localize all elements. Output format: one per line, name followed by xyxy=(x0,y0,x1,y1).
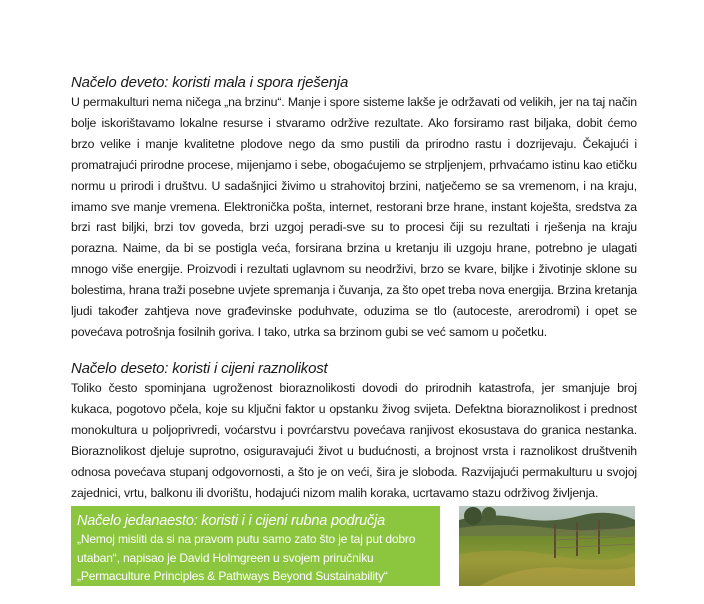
principle-ten-body: Toliko često spominjana ugroženost bioraznolikosti dovodi do prirodnih katastrofa, jer smanjuje broj kukaca, pogotovo pčela, koje su ključni faktor u opstanku živog svijeta. Defektna bioraznolikost i prednost monokultura u poljoprivredi, voćarstvu i povrćarstvu povećava ranjivost ekosustava do granica nestanka. Bioraznolikost djeluje suprotno, osiguravajući život u budućnosti, a brojnost vrsta i raznolikost društvenih odnosa povećava stupanj odgovornosti, a što je on veći, šira je sloboda. Razvijajući permakulturu u svojoj zajednici, vrtu, balkonu ili dvorištu, hodajući nizom malih koraka, ucrtavamo stazu održivog življenja. xyxy=(71,381,637,500)
garden-photo xyxy=(459,506,635,586)
principle-eleven-heading: Načelo jedanaesto: koristi i i cijeni rubna područja xyxy=(77,513,385,529)
principle-nine-heading: Načelo deveto: koristi mala i spora rješenja xyxy=(71,74,349,91)
principle-eleven-box xyxy=(71,506,440,602)
principle-eleven-body: „Nemoj misliti da si na pravom putu samo zato što je taj put dobro utaban“, napisao je David Holmgreen u svojem priručniku „Permaculture Principles & Pathways Beyond Sustainability“ odnosno u slobodnom xyxy=(77,532,416,602)
principle-nine-body: U permakulturi nema ničega „na brzinu“. Manje i spore sisteme lakše je održavati od velikih, jer na taj način bolje iskorištavamo lokalne resurse i stvaramo održive rezultate. Ako forsiramo rast biljaka, dobit ćemo brzo velike i manje kvalitetne plodove nego da smo pustili da prirodno rastu i dozrijevaju. Čekajući i promatrajući prirodne procese, mijenjamo i sebe, obogaćujemo se strpljenjem, prhvaćamo istinu kao etičku normu u prirodi i društvu. U sadašnjici živimo u strahovitoj brzini, natječemo se sa vremenom, i na kraju, imamo sve manje vremena. Elektronička pošta, internet, restorani brze hrane, instant koješta, sredstva za brzi rast biljki, brzi tov goveda, brzi uzgoj peradi-sve su to procesi čiji su rezultati i rješenja na kraju poraznа. Naime, da bi se postigla veća, forsirana brzina u kretanju ili uzgoju hrane, potrebno je ulagati mnogo više energije. Proizvodi i rezultati uglavnom su neodrživi, brzo se kvare, biljke i životinje sklone su bolestima, hrana traži posebne uvjete spremanja i čuvanja, za što opet treba nova energija. Brzina kretanja ljudi također zahtjeva nove građevinske poduhvate, oduzima se tlo (autoceste, arerodromi) i opet se povećava potrošnja fosilnih goriva. I tako, utrka sa brzinom gubi se već samom u početku. xyxy=(71,95,637,339)
principle-nine-section xyxy=(71,74,637,343)
principle-ten-heading: Načelo deseto: koristi i cijeni raznolikost xyxy=(71,360,328,377)
principle-ten-section xyxy=(71,360,637,503)
